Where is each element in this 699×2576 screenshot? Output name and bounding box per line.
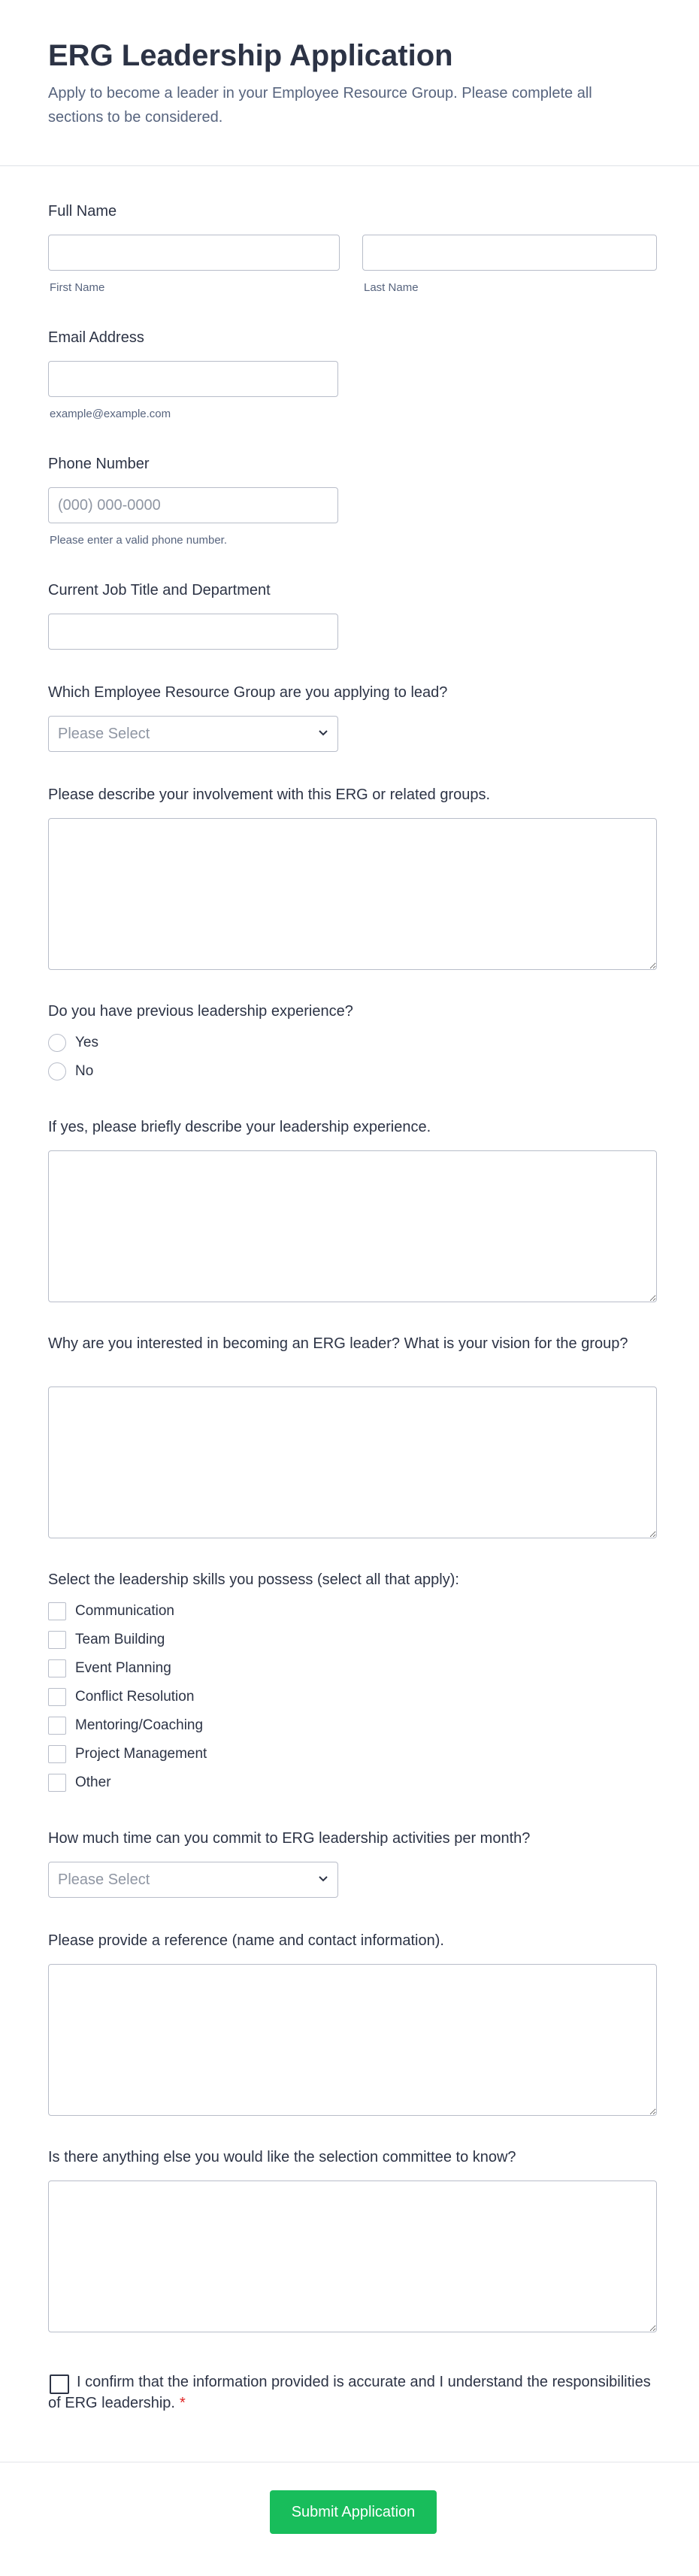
- skill-label: Team Building: [75, 1632, 165, 1647]
- confirm-section: [48, 2368, 657, 2421]
- email-label: Email Address: [48, 329, 144, 346]
- required-asterisk: *: [179, 2395, 186, 2411]
- skill-option[interactable]: [48, 1744, 207, 1764]
- involvement-label: Please describe your involvement with this ERG or related groups.: [48, 786, 491, 803]
- radio-option-yes[interactable]: [48, 1033, 98, 1053]
- skill-option[interactable]: [48, 1602, 174, 1621]
- skill-label: Conflict Resolution: [75, 1689, 195, 1705]
- confirm-label: I confirm that the information provided is accurate and I understand the responsibilities of ERG leadership.: [48, 2374, 651, 2411]
- job-title-section: [48, 580, 657, 656]
- skill-label: Mentoring/Coaching: [75, 1717, 204, 1733]
- form-subtitle: Apply to become a leader in your Employee Resource Group. Please complete all sections to be considered.: [48, 85, 592, 126]
- time-commit-value: Please Select: [58, 1871, 150, 1888]
- reference-label: Please provide a reference (name and contact information).: [48, 1932, 444, 1949]
- erg-select-section: [48, 683, 657, 758]
- email-sublabel: example@example.com: [50, 408, 171, 420]
- involvement-textarea[interactable]: [48, 818, 657, 970]
- reference-textarea[interactable]: [48, 1964, 657, 2116]
- vision-label: Why are you interested in becoming an ERG leader? What is your vision for the group?: [48, 1335, 628, 1352]
- submit-button[interactable]: Submit Application: [270, 2490, 437, 2534]
- first-name-input[interactable]: [48, 235, 340, 271]
- leadership-description-section: [48, 1117, 657, 1305]
- radio-button[interactable]: [48, 1062, 66, 1080]
- time-commit-label: How much time can you commit to ERG leadership activities per month?: [48, 1830, 531, 1847]
- skill-option[interactable]: [48, 1687, 194, 1707]
- skill-option[interactable]: [48, 1716, 203, 1735]
- phone-sublabel: Please enter a valid phone number.: [50, 534, 227, 547]
- last-name-sublabel: Last Name: [364, 281, 419, 294]
- job-title-label: Current Job Title and Department: [48, 582, 271, 599]
- erg-select-label: Which Employee Resource Group are you applying to lead?: [48, 684, 448, 701]
- phone-section: [48, 454, 657, 552]
- skill-label: Other: [75, 1774, 111, 1790]
- vision-textarea[interactable]: [48, 1386, 657, 1538]
- radio-button[interactable]: [48, 1034, 66, 1052]
- email-field[interactable]: [48, 361, 338, 397]
- radio-option-no[interactable]: [48, 1062, 93, 1081]
- chevron-down-icon: [318, 1875, 328, 1883]
- phone-field[interactable]: [48, 487, 338, 523]
- leadership-description-label: If yes, please briefly describe your leadership experience.: [48, 1119, 431, 1135]
- involvement-section: [48, 785, 657, 973]
- skills-section: [48, 1570, 657, 1796]
- anything-else-label: Is there anything else you would like the selection committee to know?: [48, 2149, 516, 2165]
- form-title: ERG Leadership Application: [48, 39, 453, 72]
- job-title-field[interactable]: [48, 614, 338, 650]
- confirm-checkbox[interactable]: [50, 2374, 69, 2394]
- anything-else-textarea[interactable]: [48, 2181, 657, 2332]
- skill-label: Communication: [75, 1603, 174, 1619]
- time-commit-dropdown[interactable]: [48, 1862, 338, 1898]
- skill-option[interactable]: [48, 1659, 171, 1678]
- skill-label: Event Planning: [75, 1660, 171, 1676]
- phone-label: Phone Number: [48, 456, 150, 472]
- erg-select-dropdown[interactable]: [48, 716, 338, 752]
- form-header: [0, 0, 699, 166]
- erg-select-value: Please Select: [58, 726, 150, 742]
- checkbox[interactable]: [48, 1745, 66, 1763]
- radio-label-no: No: [75, 1063, 94, 1079]
- radio-label-yes: Yes: [75, 1035, 98, 1050]
- checkbox[interactable]: [48, 1659, 66, 1677]
- leadership-experience-section: [48, 1002, 657, 1092]
- checkbox[interactable]: [48, 1602, 66, 1620]
- skills-label: Select the leadership skills you possess (select all that apply):: [48, 1571, 459, 1588]
- email-section: [48, 328, 657, 426]
- skill-label: Project Management: [75, 1746, 207, 1762]
- skill-option[interactable]: [48, 1630, 165, 1650]
- reference-section: [48, 1931, 657, 2119]
- chevron-down-icon: [318, 729, 328, 737]
- leadership-experience-label: Do you have previous leadership experience?: [48, 1003, 353, 1020]
- full-name-label: Full Name: [48, 203, 117, 220]
- leadership-description-textarea[interactable]: [48, 1150, 657, 1302]
- checkbox[interactable]: [48, 1717, 66, 1735]
- anything-else-section: [48, 2147, 657, 2335]
- checkbox[interactable]: [48, 1774, 66, 1792]
- time-commit-section: [48, 1829, 657, 1904]
- checkbox[interactable]: [48, 1631, 66, 1649]
- last-name-input[interactable]: [362, 235, 657, 271]
- skill-option[interactable]: [48, 1773, 111, 1793]
- first-name-sublabel: First Name: [50, 281, 105, 294]
- confirm-text: [48, 2371, 657, 2414]
- full-name-section: [48, 202, 657, 299]
- checkbox[interactable]: [48, 1688, 66, 1706]
- vision-section: [48, 1334, 657, 1537]
